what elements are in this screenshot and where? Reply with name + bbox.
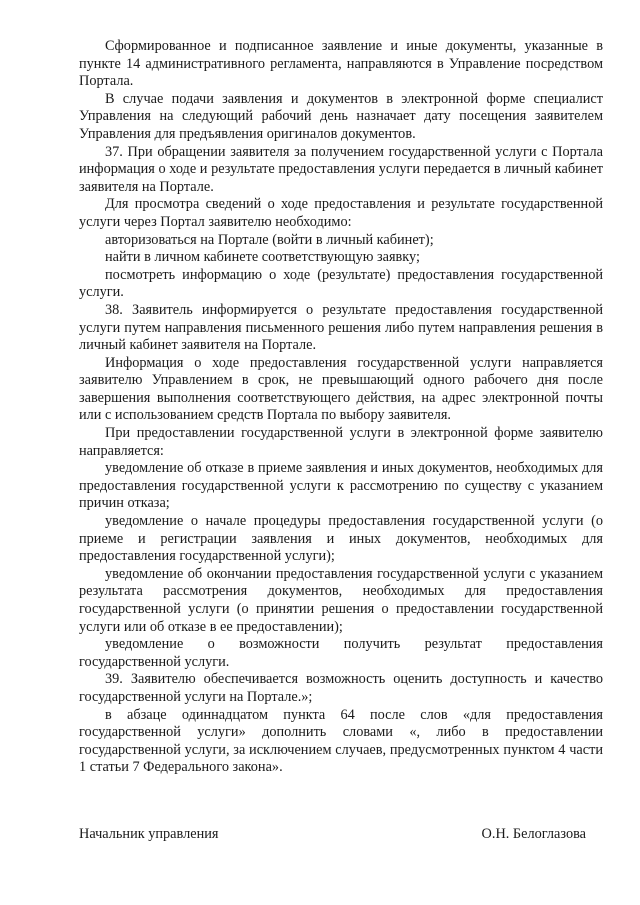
signatory-position: Начальник управления — [79, 826, 219, 842]
signature-block — [79, 826, 603, 844]
paragraph: 38. Заявитель информируется о результате предоставления государственной услуги путем направления письменного решения либо путем направления решения в личный кабинет заявителя на Портале. — [79, 301, 603, 354]
paragraph: Для просмотра сведений о ходе предоставления и результате государственной услуги через Портал заявителю необходимо: — [79, 196, 603, 230]
list-item: уведомление о возможности получить результат предоставления государственной услуги. — [79, 636, 603, 670]
paragraph: Информация о ходе предоставления государственной услуги направляется заявителю Управлением в срок, не превышающий одного рабочего дня после завершения выполнения соответствующего действия, на адрес электронной почты или с использованием средств Портала по выбору заявителя. — [79, 354, 603, 424]
list-item: уведомление об отказе в приеме заявления и иных документов, необходимых для предоставления государственной услуги к рассмотрению по существу с указанием причин отказа; — [79, 460, 603, 512]
document-body — [79, 38, 603, 777]
paragraph: Сформированное и подписанное заявление и иные документы, указанные в пункте 14 административного регламента, направляются в Управление посредством Портала. — [79, 38, 603, 90]
paragraph: в абзаце одиннадцатом пункта 64 после слов «для предоставления государственной услуги» дополнить словами «, либо в предоставлении государственной услуги, за исключением случаев, предусмотренных пунктом 4 части 1 статьи 7 Федерального закона». — [79, 706, 603, 776]
paragraph: 37. При обращении заявителя за получением государственной услуги с Портала информация о ходе и результате предоставления услуги передается в личный кабинет заявителя на Портале. — [79, 143, 603, 195]
signatory-name: О.Н. Белоглазова — [481, 826, 586, 842]
paragraph: При предоставлении государственной услуги в электронной форме заявителю направляется: — [79, 425, 603, 459]
list-item: уведомление об окончании предоставления государственной услуги с указанием результата рассмотрения документов, необходимых для предоставления государственной услуги (о принятии решения о предоставлении государственной услуги или об отказе в ее предоставлении); — [79, 565, 603, 635]
list-item: найти в личном кабинете соответствующую заявку; — [105, 249, 420, 266]
list-item: авторизоваться на Портале (войти в личный кабинет); — [105, 231, 434, 248]
list-item: уведомление о начале процедуры предоставления государственной услуги (о приеме и регистрации заявления и иных документов, необходимых для предоставления государственной услуги); — [79, 513, 603, 565]
paragraph: 39. Заявителю обеспечивается возможность оценить доступность и качество государственной услуги на Портале.»; — [79, 671, 603, 705]
paragraph: В случае подачи заявления и документов в электронной форме специалист Управления на следующий рабочий день назначает дату посещения заявителем Управления для предъявления оригиналов документов. — [79, 90, 603, 142]
list-item: посмотреть информацию о ходе (результате) предоставления государственной услуги. — [79, 266, 603, 301]
